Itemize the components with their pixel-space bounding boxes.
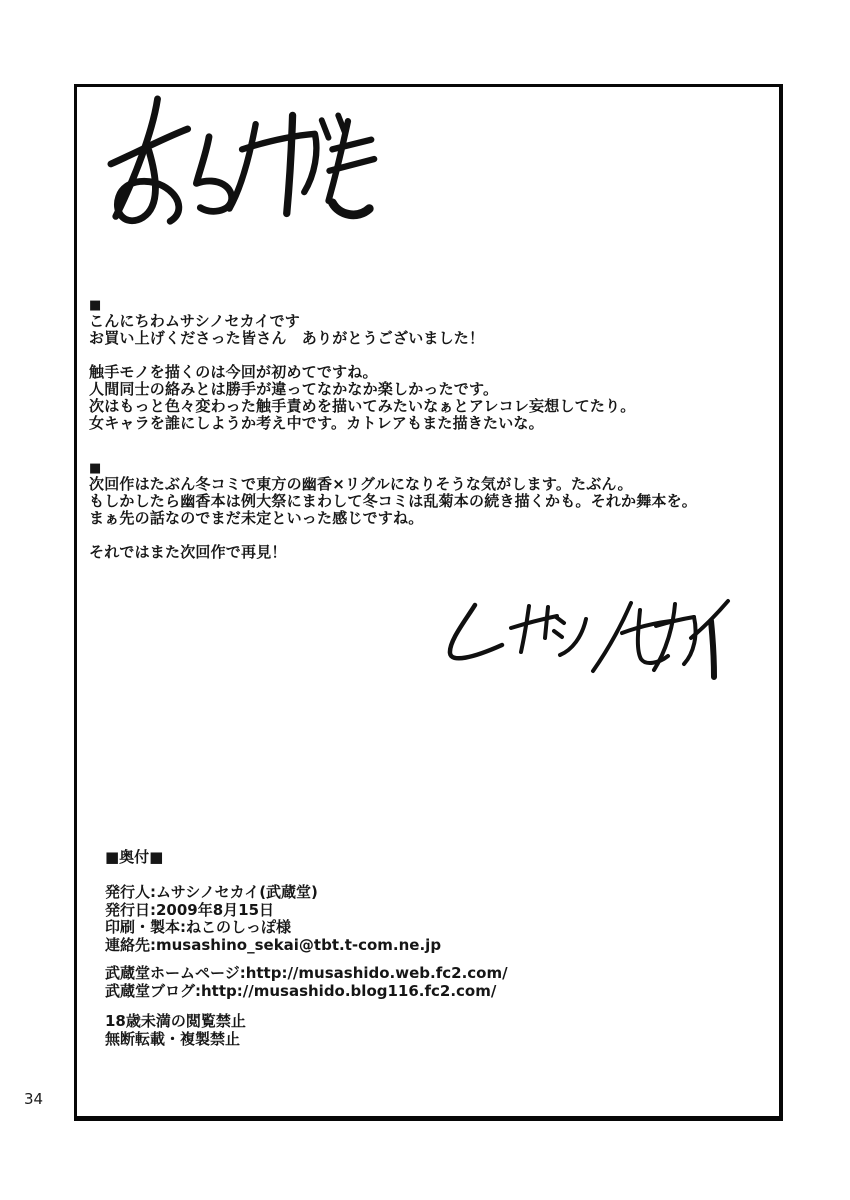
- no-reproduction-notice: 無断転載・複製禁止: [105, 1029, 241, 1048]
- page-border-frame: [74, 84, 783, 1121]
- colophon-info: [105, 884, 441, 954]
- greeting-line: お買い上げくださった皆さん ありがとうございました！: [89, 329, 485, 347]
- afterword-title-handwriting: [103, 94, 385, 230]
- colophon-links: [105, 965, 508, 1000]
- section-marker-square: ■: [89, 298, 102, 313]
- section-1-body: [89, 364, 635, 432]
- greeting-line: こんにちわムサシノセカイです: [89, 312, 301, 330]
- body-line: まぁ先の話なのでまだ未定といった感じですね。: [89, 509, 424, 527]
- closing-line: それではまた次回作で再見！: [89, 543, 287, 561]
- publish-date-line: 発行日:2009年8月15日: [105, 900, 275, 919]
- page-number: 34: [24, 1090, 44, 1108]
- afterword-section-2: [89, 462, 697, 561]
- author-signature-handwriting: [435, 595, 740, 685]
- printer-line: 印刷・製本:ねこのしっぽ様: [105, 918, 291, 936]
- publisher-line: 発行人:ムサシノセカイ(武蔵堂): [105, 883, 318, 901]
- body-line: 触手モノを描くのは今回が初めてですね。: [89, 363, 378, 381]
- body-line: 次回作はたぶん冬コミで東方の幽香×リグルになりそうな気がします。たぶん。: [89, 475, 633, 493]
- homepage-url-line: 武蔵堂ホームページ:http://musashido.web.fc2.com/: [105, 964, 508, 982]
- body-line: 人間同士の絡みとは勝手が違ってなかなか楽しかったです。: [89, 380, 499, 398]
- colophon-heading: ■奥付■: [105, 848, 164, 866]
- section-marker-square: ■: [89, 461, 102, 476]
- blog-url-line: 武蔵堂ブログ:http://musashido.blog116.fc2.com/: [105, 981, 497, 1000]
- body-line: もしかしたら幽香本は例大祭にまわして冬コミは乱菊本の続き描くかも。それか舞本を。: [89, 492, 698, 510]
- age-restriction-notice: 18歳未満の閲覧禁止: [105, 1012, 246, 1030]
- body-line: 女キャラを誰にしようか考え中です。カトレアもまた描きたいな。: [89, 414, 544, 432]
- body-line: 次はもっと色々変わった触手責めを描いてみたいなぁとアレコレ妄想してたり。: [89, 397, 636, 415]
- afterword-section-1: [89, 299, 635, 432]
- colophon-notices: [105, 1013, 246, 1048]
- contact-email-line: 連絡先:musashino_sekai@tbt.t-com.ne.jp: [105, 935, 442, 954]
